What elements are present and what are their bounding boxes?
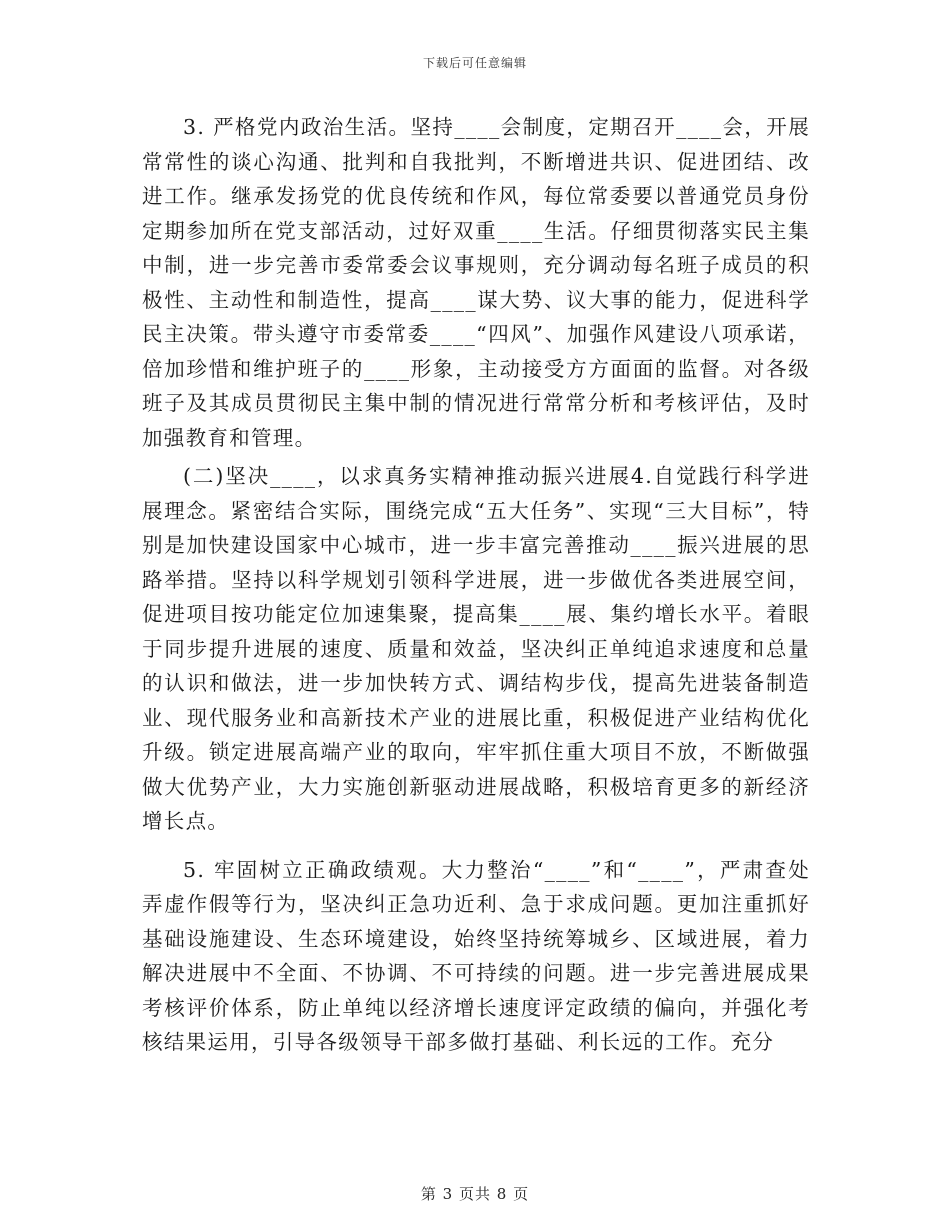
document-body xyxy=(142,110,810,1060)
page-header: 下载后可任意编辑 xyxy=(422,56,527,70)
page-number: 第 3 页共 8 页 xyxy=(420,1185,530,1203)
paragraph-section-3: 3. 严格党内政治生活。坚持____会制度，定期召开____会，开展常常性的谈心沟通、批判和自我批判，不断增进共识、促进团结、改进工作。继承发扬党的优良传统和作风，每位常委要以普通党员身份定期参加所在党支部活动，过好双重____生活。仔细贯彻落实民主集中制，进一步完善市委常委会议事规则，充分调动每名班子成员的积极性、主动性和制造性，提高____谋大势、议大事的能力，促进科学民主决策。带头遵守市委常委____“四风”、加强作风建设八项承诺，倍加珍惜和维护班子的____形象，主动接受方方面面的监督。对各级班子及其成员贯彻民主集中制的情况进行常常分析和考核评估，及时加强教育和管理。 xyxy=(142,115,810,450)
paragraph-section-2-4: (二)坚决____，以求真务实精神推动振兴进展4.自觉践行科学进展理念。紧密结合实际，围绕完成“五大任务”、实现“三大目标”，特别是加快建设国家中心城市，进一步丰富完善推动____振兴进展的思路举措。坚持以科学规划引领科学进展，进一步做优各类进展空间，促进项目按功能定位加速集聚，提高集____展、集约增长水平。着眼于同步提升进展的速度、质量和效益，坚决纠正单纯追求速度和总量的认识和做法，进一步加快转方式、调结构步伐，提高先进装备制造业、现代服务业和高新技术产业的进展比重，积极促进产业结构优化升级。锁定进展高端产业的取向，牢牢抓住重大项目不放，不断做强做大优势产业，大力实施创新驱动进展战略，积极培育更多的新经济增长点。 xyxy=(142,464,810,833)
paragraph-section-5: 5. 牢固树立正确政绩观。大力整治“____”和“____”，严肃查处弄虚作假等行为，坚决纠正急功近利、急于求成问题。更加注重抓好基础设施建设、生态环境建设，始终坚持统筹城乡、区域进展，着力解决进展中不全面、不协调、不可持续的问题。进一步完善进展成果考核评价体系，防止单纯以经济增长速度评定政绩的偏向，并强化考核结果运用，引导各级领导干部多做打基础、利长远的工作。充分 xyxy=(142,857,810,1054)
